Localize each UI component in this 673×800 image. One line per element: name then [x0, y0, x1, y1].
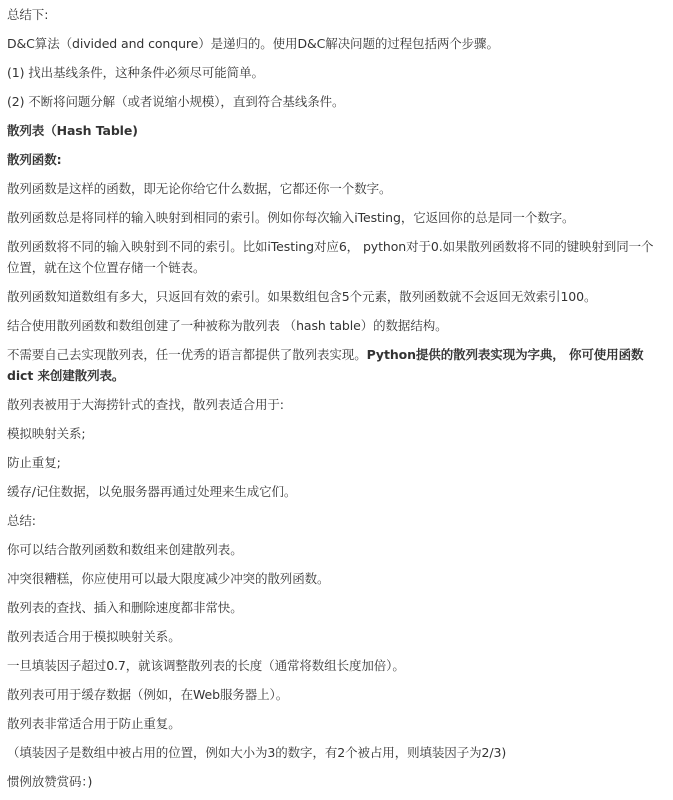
paragraph-summary-heading: 总结:	[7, 513, 36, 528]
paragraph-python-dict-bold: Python提供的散列表实现为字典， 你可使用函数dict 来创建散列表。	[7, 347, 644, 383]
paragraph-step-2: (2) 不断将问题分解（或者说缩小规模），直到符合基线条件。	[7, 94, 345, 109]
heading-hash-function: 散列函数:	[7, 152, 62, 167]
paragraph-hash-fn-array-size: 散列函数知道数组有多大，只返回有效的索引。如果数组包含5个元素，散列函数就不会返回无效索引100。	[7, 289, 597, 304]
paragraph-summary-5: 一旦填装因子超过0.7，就该调整散列表的长度（通常将数组长度加倍）。	[7, 658, 405, 673]
paragraph-summary-2: 冲突很糟糕，你应使用可以最大限度减少冲突的散列函数。	[7, 571, 330, 586]
paragraph-summary-6: 散列表可用于缓存数据（例如，在Web服务器上）。	[7, 687, 289, 702]
paragraph-step-1: (1) 找出基线条件，这种条件必须尽可能简单。	[7, 65, 264, 80]
paragraph-summary-3: 散列表的查找、插入和删除速度都非常快。	[7, 600, 243, 615]
paragraph-summary-intro: 总结下:	[7, 7, 49, 22]
paragraph-hash-fn-def: 散列函数是这样的函数，即无论你给它什么数据，它都还你一个数字。	[7, 181, 392, 196]
paragraph-load-factor-note: （填装因子是数组中被占用的位置，例如大小为3的数字，有2个被占用，则填装因子为2/3)	[7, 745, 507, 760]
paragraph-hash-fn-same-index: 散列函数总是将同样的输入映射到相同的索引。例如你每次输入iTesting，它返回你的总是同一个数字。	[7, 210, 575, 225]
paragraph-use-mapping: 模拟映射关系;	[7, 426, 86, 441]
paragraph-dc-definition: D&C算法（divided and conqure）是递归的。使用D&C解决问题的过程包括两个步骤。	[7, 36, 499, 51]
paragraph-python-dict	[7, 344, 657, 394]
paragraph-hash-table-structure: 结合使用散列函数和数组创建了一种被称为散列表 （hash table）的数据结构。	[7, 318, 448, 333]
paragraph-hash-fn-different-index: 散列函数将不同的输入映射到不同的索引。比如iTesting对应6， python对于0.如果散列函数将不同的键映射到同一个位置，就在这个位置存储一个链表。	[7, 239, 654, 275]
paragraph-summary-7: 散列表非常适合用于防止重复。	[7, 716, 181, 731]
paragraph-use-cases-intro: 散列表被用于大海捞针式的查找，散列表适合用于:	[7, 397, 284, 412]
paragraph-summary-1: 你可以结合散列函数和数组来创建散列表。	[7, 542, 243, 557]
paragraph-python-dict-plain: 不需要自己去实现散列表，任一优秀的语言都提供了散列表实现。	[7, 347, 367, 362]
paragraph-use-dedupe: 防止重复;	[7, 455, 61, 470]
paragraph-closing: 惯例放赞赏码：)	[7, 774, 93, 789]
heading-hash-table: 散列表（Hash Table)	[7, 123, 138, 138]
paragraph-use-cache: 缓存/记住数据，以免服务器再通过处理来生成它们。	[7, 484, 297, 499]
paragraph-summary-4: 散列表适合用于模拟映射关系。	[7, 629, 181, 644]
